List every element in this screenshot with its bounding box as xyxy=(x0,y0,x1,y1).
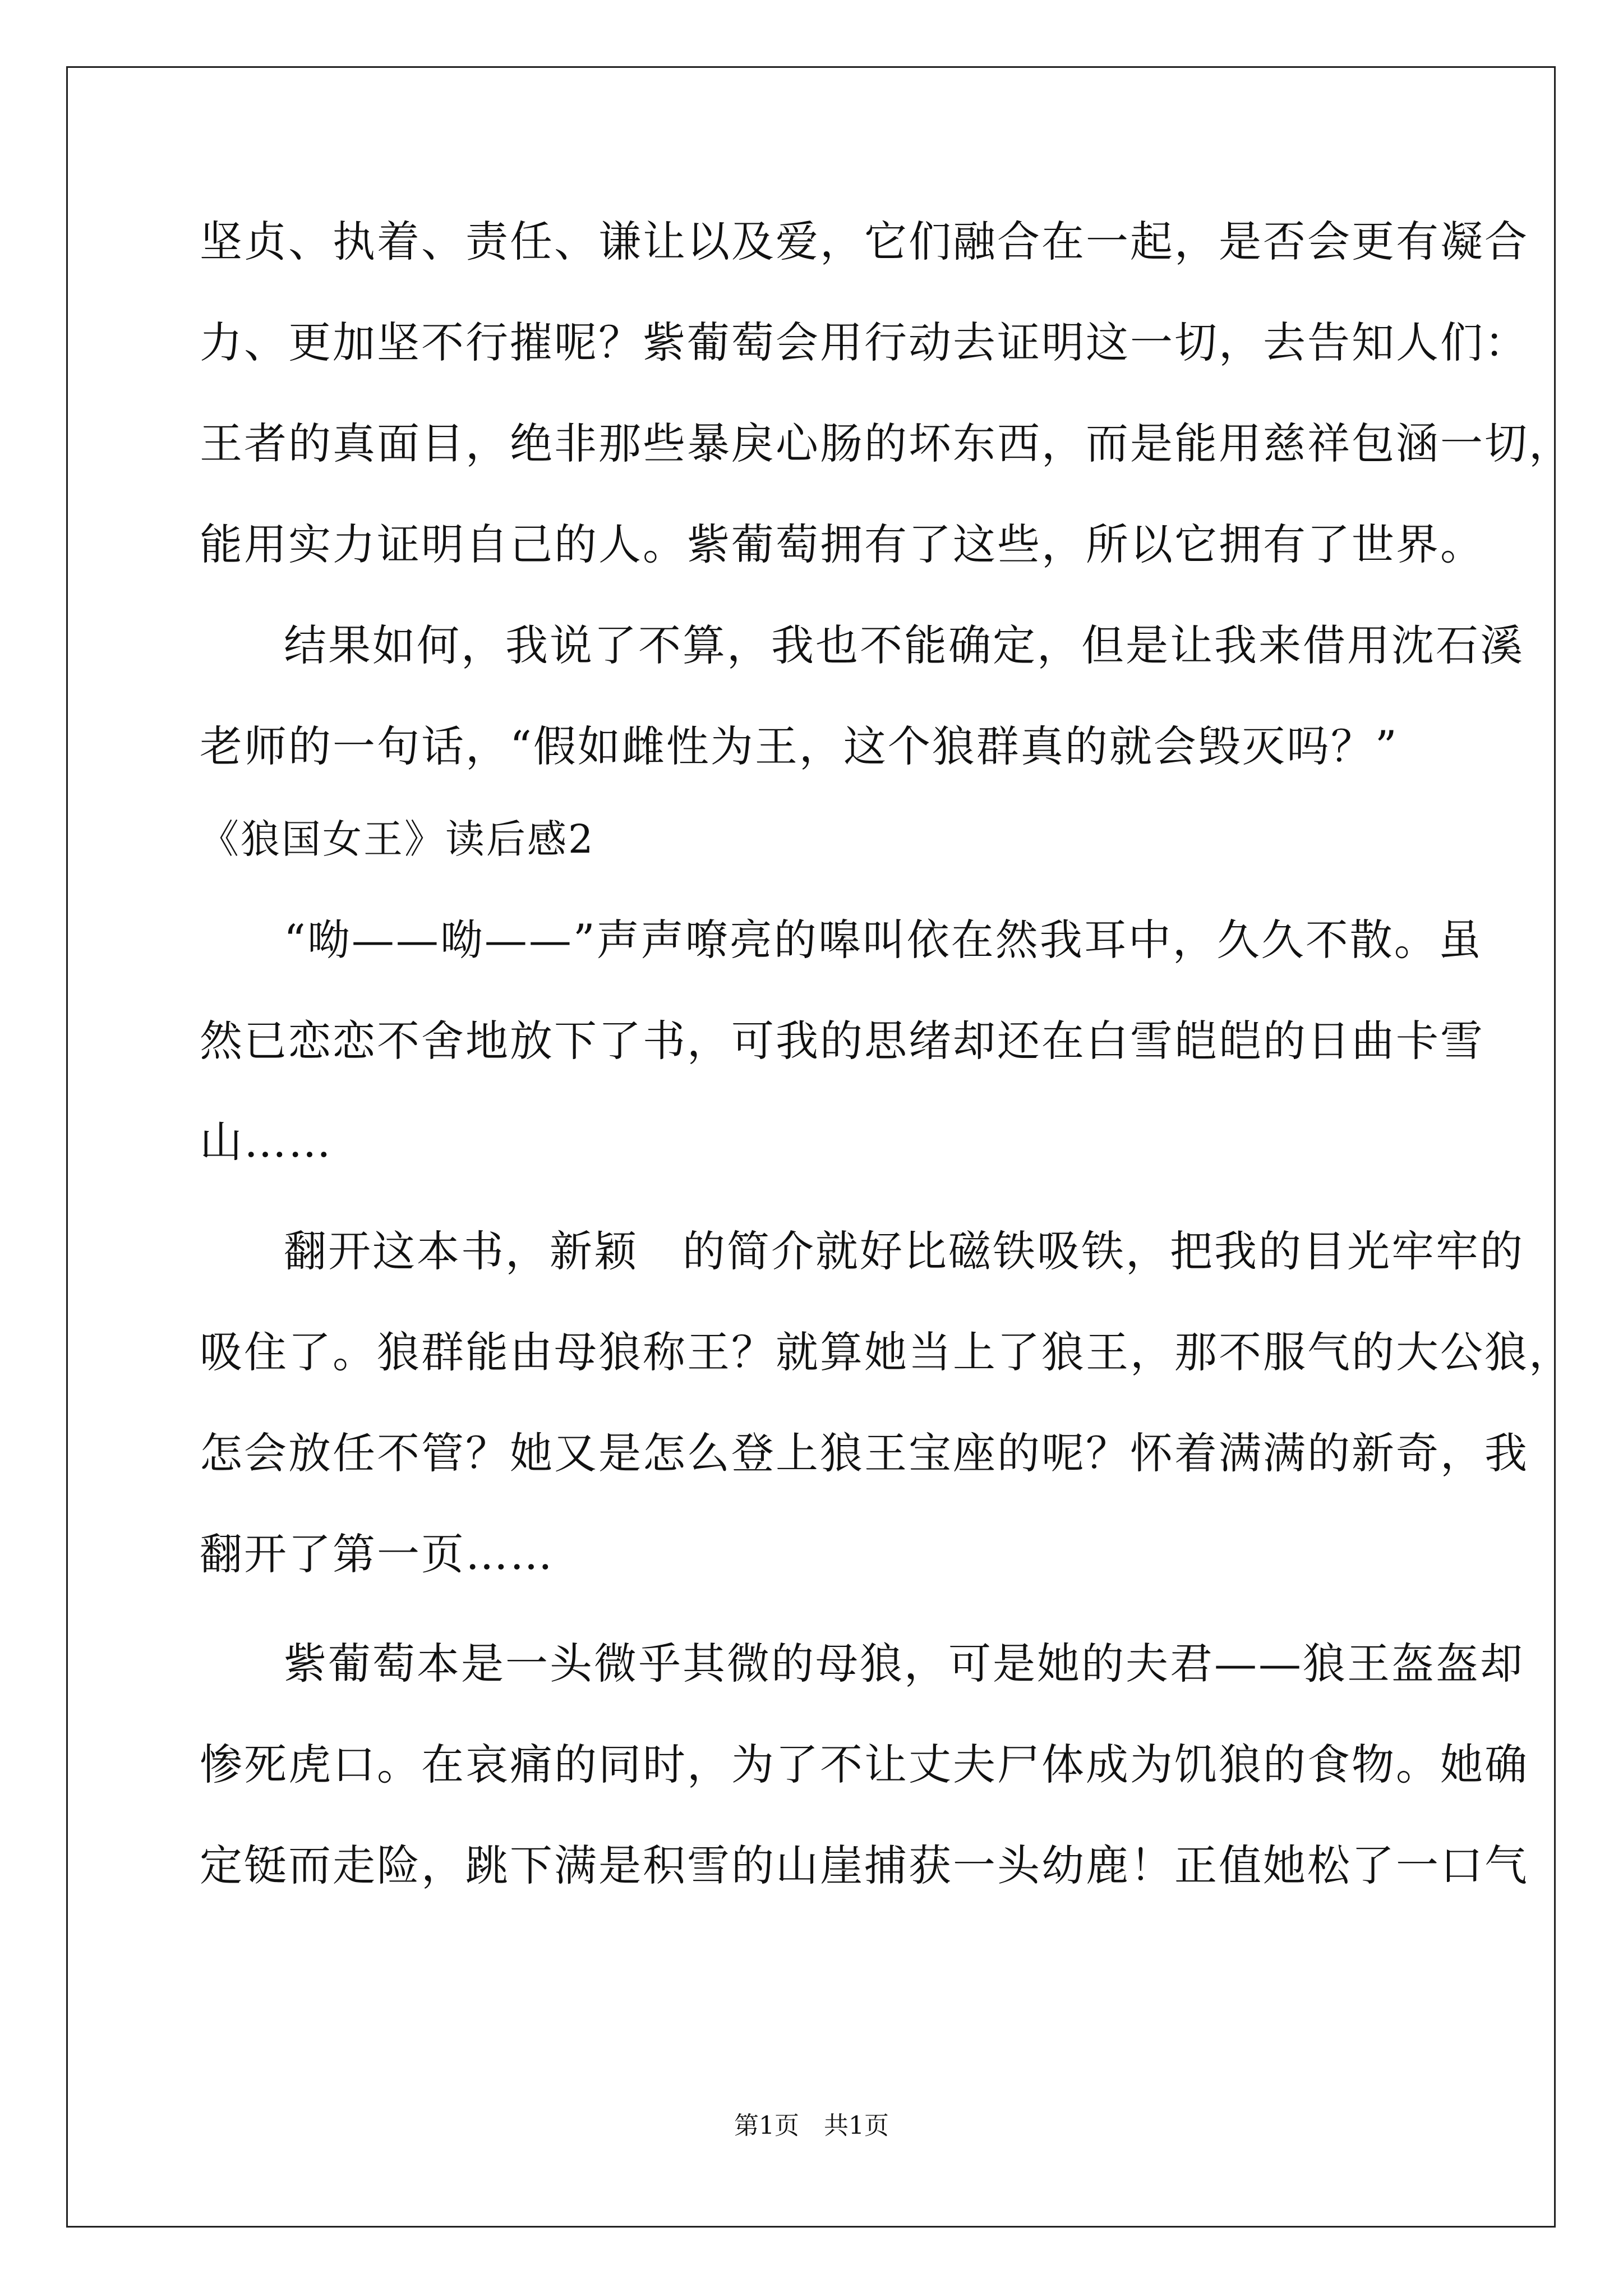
text-line: 结果如何，我说了不算，我也不能确定，但是让我来借用沈石溪 xyxy=(284,620,1524,670)
text-line: 坚贞、执着、责任、谦让以及爱，它们融合在一起，是否会更有凝合 xyxy=(200,217,1529,266)
section-heading: 《狼国女王》读后感2 xyxy=(200,816,595,862)
text-line: 山…… xyxy=(200,1117,333,1167)
text-line: “呦——呦——”声声嘹亮的嗥叫依在然我耳中，久久不散。虽 xyxy=(284,915,1483,965)
text-line: 王者的真面目，绝非那些暴戾心肠的坏东西，而是能用慈祥包涵一切， xyxy=(200,418,1573,468)
text-line: 定铤而走险，跳下满是积雪的山崖捕获一头幼鹿！正值她松了一口气 xyxy=(200,1841,1529,1890)
text-line: 怎会放任不管？她又是怎么登上狼王宝座的呢？怀着满满的新奇，我 xyxy=(200,1428,1529,1478)
text-line: 力、更加坚不行摧呢？紫葡萄会用行动去证明这一切，去告知人们： xyxy=(200,318,1529,367)
text-line: 然已恋恋不舍地放下了书，可我的思绪却还在白雪皑皑的日曲卡雪 xyxy=(200,1016,1484,1066)
text-line: 翻开这本书，新颖 的简介就好比磁铁吸铁，把我的目光牢牢的 xyxy=(284,1226,1524,1276)
page-number-footer: 第1页 共1页 xyxy=(734,2111,889,2140)
text-line: 能用实力证明自己的人。紫葡萄拥有了这些，所以它拥有了世界。 xyxy=(200,519,1484,569)
text-line: 惨死虎口。在哀痛的同时，为了不让丈夫尸体成为饥狼的食物。她确 xyxy=(200,1740,1529,1789)
text-line: 老师的一句话，“假如雌性为王，这个狼群真的就会毁灭吗？” xyxy=(200,721,1399,771)
text-line: 吸住了。狼群能由母狼称王？就算她当上了狼王，那不服气的大公狼， xyxy=(200,1327,1573,1377)
text-line: 紫葡萄本是一头微乎其微的母狼，可是她的夫君——狼王盔盔却 xyxy=(284,1639,1524,1688)
text-line: 翻开了第一页…… xyxy=(200,1529,554,1579)
